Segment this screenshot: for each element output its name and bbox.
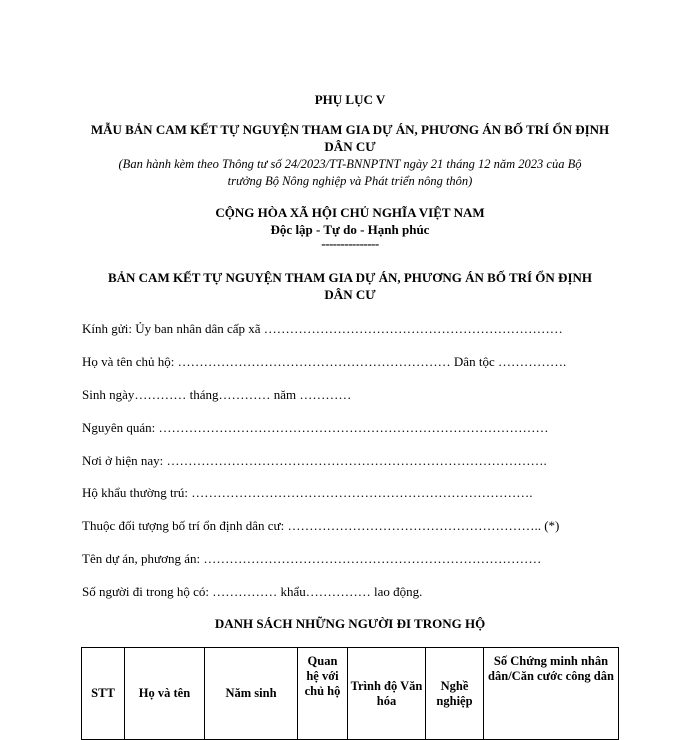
current-residence-line: Nơi ở hiện nay: ……………………………………………………………………………. [82,453,547,468]
national-title: CỘNG HÒA XÃ HỘI CHỦ NGHĨA VIỆT NAM [215,205,485,220]
birth-date-line: Sinh ngày………… tháng………… năm ………… [82,387,352,402]
header-stt: STT [82,648,125,740]
member-count-line: Số người đi trong hộ có: …………… khẩu…………… lao động. [82,584,423,599]
document-title-line-1: BẢN CAM KẾT TỰ NGUYỆN THAM GIA DỰ ÁN, PHƯƠNG ÁN BỐ TRÍ ỔN ĐỊNH [107,270,593,285]
header-full-name: Họ và tên [125,648,205,740]
member-table [81,647,619,740]
header-birth-year: Năm sinh [205,648,298,740]
appendix-title: PHỤ LỤC V [314,92,386,107]
motto-separator: --------------- [321,236,379,251]
household-head-line: Họ và tên chủ hộ: ……………………………………………………… Dân tộc ……………. [82,354,567,369]
document-title-line-2: DÂN CƯ [324,287,376,302]
national-motto: Độc lập - Tự do - Hạnh phúc [270,222,430,237]
target-group-line: Thuộc đối tượng bố trí ổn định dân cư: ………………………………………………….. (*) [82,518,560,533]
header-occupation: Nghề nghiệp [426,648,484,740]
table-header-row [82,648,619,740]
form-title-line-1: MẪU BẢN CAM KẾT TỰ NGUYỆN THAM GIA DỰ ÁN, PHƯƠNG ÁN BỐ TRÍ ỔN ĐỊNH [90,122,610,137]
header-education: Trình độ Văn hóa [348,648,426,740]
header-id-number: Số Chứng minh nhân dân/Căn cước công dân [484,648,619,740]
issued-note-line-2: trưởng Bộ Nông nghiệp và Phát triển nông thôn) [227,174,473,188]
hometown-line: Nguyên quán: ……………………………………………………………………………… [82,420,549,435]
header-relationship: Quan hệ với chủ hộ [298,648,348,740]
form-title-line-2: DÂN CƯ [324,139,376,154]
issued-note-line-1: (Ban hành kèm theo Thông tư số 24/2023/TT-BNNPTNT ngày 21 tháng 12 năm 2023 của Bộ [118,157,582,171]
recipient-line: Kính gửi: Ủy ban nhân dân cấp xã …………………………………………………………… [82,321,563,336]
member-list-title: DANH SÁCH NHỮNG NGƯỜI ĐI TRONG HỘ [214,616,486,631]
project-name-line: Tên dự án, phương án: …………………………………………………………………… [82,551,542,566]
permanent-address-line: Hộ khẩu thường trú: ……………………………………………………………………. [82,485,533,500]
